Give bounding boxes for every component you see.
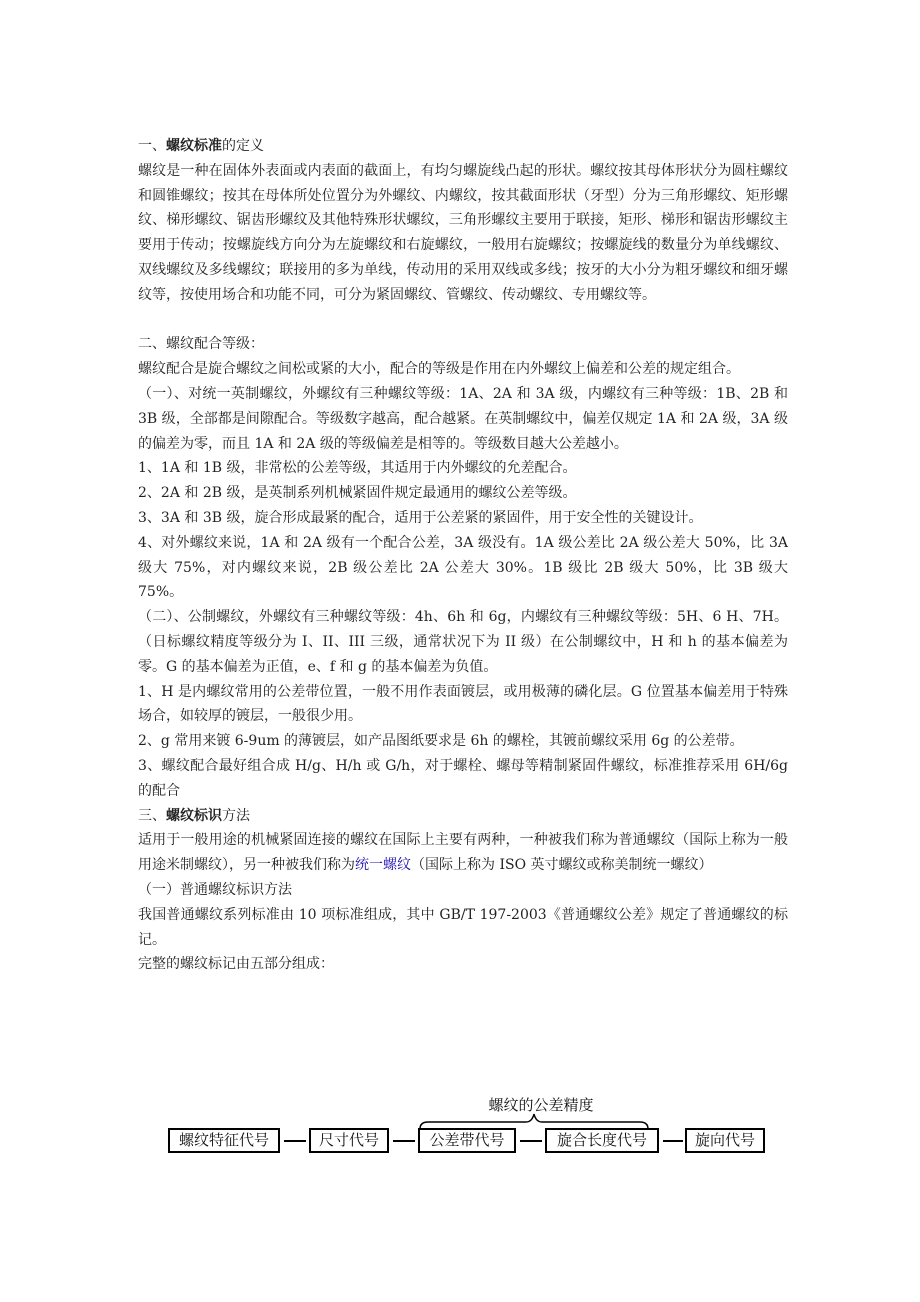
size-code-box: 尺寸代号 [309, 1128, 389, 1153]
connector-dash [393, 1140, 415, 1142]
section-2-part-1-item-2: 2、2A 和 2B 级，是英制系列机械紧固件规定最通用的螺纹公差等级。 [138, 485, 577, 502]
section-2-part-2-item-3: 3、螺纹配合最好组合成 H/g、H/h 或 G/h，对于螺栓、螺母等精制紧固件螺纹，标准推荐采用 6H/6g 的配合 [138, 757, 788, 799]
thread-marking-diagram [166, 1096, 766, 1158]
unified-thread-link[interactable]: 统一螺纹 [355, 857, 411, 874]
connector-dash [284, 1140, 306, 1142]
keyword-thread-marking: 螺纹标识 [166, 807, 222, 824]
section-2-part-1: （一）、对统一英制螺纹，外螺纹有三种螺纹等级：1A、2A 和 3A 级，内螺纹有三种等级：1B、2B 和 3B 级，全部都是间隙配合。等级数字越高，配合越紧。在英制螺纹中，偏差仅规定 1A 和 2A 级，3A 级的偏差为零，而且 1A 和 2A 级的等级偏差是相等的。等级数目越大公差越小。 [138, 385, 788, 452]
tolerance-precision-label: 螺纹的公差精度 [488, 1096, 594, 1114]
thread-feature-code-box: 螺纹特征代号 [168, 1128, 280, 1153]
document-body [138, 134, 788, 977]
section-3-sub-1-body: 我国普通螺纹系列标准由 10 项标准组成，其中 GB/T 197-2003《普通螺纹公差》规定了普通螺纹的标记。 [138, 906, 788, 948]
section-2-part-2-item-2: 2、g 常用来镀 6-9um 的薄镀层，如产品图纸要求是 6h 的螺栓，其镀前螺纹采用 6g 的公差带。 [138, 733, 744, 750]
section-1-heading: 一、螺纹标准的定义 [138, 138, 264, 154]
section-3-sub-1: （一）普通螺纹标识方法 [138, 881, 292, 898]
section-2-part-1-item-3: 3、3A 和 3B 级，旋合形成最紧的配合，适用于公差紧的紧固件，用于安全性的关键设计。 [138, 509, 703, 526]
section-3-body: 适用于一般用途的机械紧固连接的螺纹在国际上主要有两种，一种被我们称为普通螺纹（国际上称为一般用途米制螺纹），另一种被我们称为统一螺纹（国际上称为 ISO 英寸螺纹或称美制统一螺纹） [138, 832, 788, 874]
section-2-heading: 二、螺纹配合等级： [138, 336, 264, 353]
keyword-thread-standard: 螺纹标准 [166, 138, 222, 154]
section-2-part-2-item-1: 1、H 是内螺纹常用的公差带位置，一般不用作表面镀层，或用极薄的磷化层。G 位置基本偏差用于特殊场合，如较厚的镀层，一般很少用。 [138, 683, 788, 725]
engagement-length-code-box: 旋合长度代号 [545, 1128, 659, 1153]
section-3-heading: 三、螺纹标识方法 [138, 807, 250, 824]
section-3-sub-1-body-2: 完整的螺纹标记由五部分组成： [138, 956, 334, 973]
connector-dash [520, 1140, 542, 1142]
section-1-body: 螺纹是一种在固体外表面或内表面的截面上，有均匀螺旋线凸起的形状。螺纹按其母体形状分为圆柱螺纹和圆锥螺纹；按其在母体所处位置分为外螺纹、内螺纹，按其截面形状（牙型）分为三角形螺纹、矩形螺纹、梯形螺纹、锯齿形螺纹及其他特殊形状螺纹，三角形螺纹主要用于联接，矩形、梯形和锯齿形螺纹主要用于传动；按螺旋线方向分为左旋螺纹和右旋螺纹，一般用右旋螺纹；按螺旋线的数量分为单线螺纹、双线螺纹及多线螺纹；联接用的多为单线，传动用的采用双线或多线；按牙的大小分为粗牙螺纹和细牙螺纹等，按使用场合和功能不同，可分为紧固螺纹、管螺纹、传动螺纹、专用螺纹等。 [138, 162, 788, 303]
section-2-part-1-item-4: 4、对外螺纹来说，1A 和 2A 级有一个配合公差，3A 级没有。1A 级公差比 2A 级公差大 50%，比 3A 级大 75%，对内螺纹来说，2B 级公差比 2A 公差大 30%。1B 级比 2B 级大 50%，比 3B 级大 75%。 [138, 534, 788, 601]
tolerance-zone-code-box: 公差带代号 [418, 1128, 516, 1153]
section-2-part-1-item-1: 1、1A 和 1B 级，非常松的公差等级，其适用于内外螺纹的允差配合。 [138, 460, 577, 477]
section-2-body: 螺纹配合是旋合螺纹之间松或紧的大小，配合的等级是作用在内外螺纹上偏差和公差的规定组合。 [138, 361, 740, 378]
section-2-part-2: （二）、公制螺纹，外螺纹有三种螺纹等级：4h、6h 和 6g，内螺纹有三种螺纹等级：5H、6 H、7H。（日标螺纹精度等级分为 I、II、III 三级，通常状况下为 II 级）在公制螺纹中，H 和 h 的基本偏差为零。G 的基本偏差为正值，e、f 和 g 的基本偏差为负值。 [138, 609, 788, 675]
direction-code-box: 旋向代号 [685, 1128, 765, 1153]
connector-dash [663, 1140, 683, 1142]
